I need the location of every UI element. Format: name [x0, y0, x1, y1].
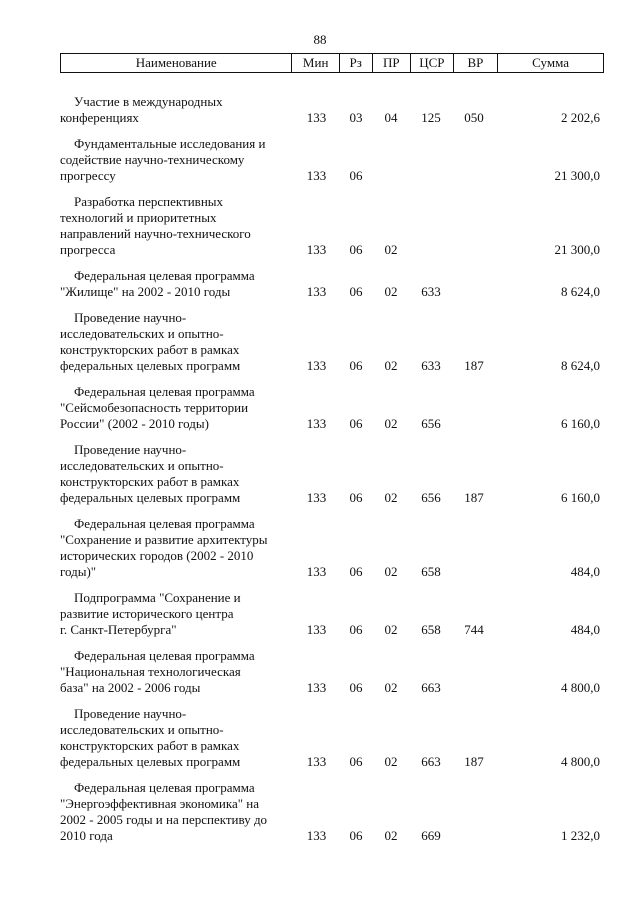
- row-vr: 050: [464, 110, 484, 125]
- row-name-line: федеральных целевых программ: [60, 358, 241, 373]
- row-name-line: Федеральная целевая программа: [74, 648, 255, 663]
- row-name-line: технологий и приоритетных: [60, 210, 217, 225]
- row-name: [60, 384, 293, 432]
- row-min: 133: [306, 564, 327, 579]
- table-row: [60, 516, 602, 580]
- row-name-line: прогресса: [60, 242, 116, 257]
- table-row: [60, 590, 602, 638]
- row-name: [60, 648, 293, 696]
- row-name: [60, 310, 293, 374]
- row-min: 133: [306, 416, 327, 431]
- table-row: [60, 706, 602, 770]
- row-csr: 125: [421, 110, 441, 125]
- row-name-line: Подпрограмма "Сохранение и: [74, 590, 241, 605]
- row-rz: 06: [349, 358, 363, 373]
- row-name: [60, 94, 293, 126]
- row-rz: 06: [349, 564, 363, 579]
- row-rz: 06: [349, 242, 363, 257]
- row-name-line: Проведение научно-: [74, 706, 187, 721]
- row-name-line: годы)": [60, 564, 97, 579]
- row-min: 133: [306, 754, 327, 769]
- row-rz: 06: [349, 490, 363, 505]
- table-row: [60, 384, 602, 432]
- column-header-pr: ПР: [372, 54, 411, 72]
- row-vr: 187: [464, 490, 484, 505]
- row-min: 133: [306, 358, 327, 373]
- row-name-line: "Национальная технологическая: [60, 664, 241, 679]
- column-header-sum: Сумма: [497, 54, 603, 72]
- row-name: [60, 442, 293, 506]
- column-header-min: Мин: [291, 54, 338, 72]
- row-pr: 02: [384, 242, 398, 257]
- row-csr: 669: [421, 828, 441, 843]
- row-csr: 658: [421, 564, 441, 579]
- row-sum: 2 202,6: [561, 110, 600, 125]
- table-row: [60, 94, 602, 126]
- row-min: 133: [306, 168, 327, 183]
- row-sum: 4 800,0: [561, 680, 600, 695]
- row-sum: 21 300,0: [554, 168, 600, 183]
- row-pr: 04: [384, 110, 398, 125]
- row-name-line: конструкторских работ в рамках: [60, 474, 240, 489]
- row-name: [60, 706, 293, 770]
- row-name-line: Федеральная целевая программа: [74, 516, 255, 531]
- row-name-line: "Сохранение и развитие архитектуры: [60, 532, 268, 547]
- row-name-line: Федеральная целевая программа: [74, 268, 255, 283]
- row-name-line: "Сейсмобезопасность территории: [60, 400, 249, 415]
- row-name: [60, 194, 293, 258]
- row-sum: 8 624,0: [561, 284, 600, 299]
- column-header-rz: Рз: [339, 54, 372, 72]
- row-sum: 484,0: [570, 564, 600, 579]
- row-name: [60, 516, 293, 580]
- row-csr: 663: [421, 754, 441, 769]
- table-body: [60, 94, 602, 854]
- row-min: 133: [306, 828, 327, 843]
- row-name-line: г. Санкт-Петербурга": [60, 622, 177, 637]
- row-rz: 03: [349, 110, 363, 125]
- row-min: 133: [306, 622, 327, 637]
- row-csr: 656: [421, 416, 441, 431]
- row-sum: 484,0: [570, 622, 600, 637]
- row-name-line: содействие научно-техническому: [60, 152, 245, 167]
- row-pr: 02: [384, 416, 398, 431]
- row-name-line: развитие исторического центра: [60, 606, 234, 621]
- row-name-line: исследовательских и опытно-: [60, 326, 224, 341]
- table-row: [60, 442, 602, 506]
- row-csr: 658: [421, 622, 441, 637]
- row-name: [60, 780, 293, 844]
- table-row: [60, 194, 602, 258]
- row-pr: 02: [384, 622, 398, 637]
- row-min: 133: [306, 680, 327, 695]
- table-row: [60, 136, 602, 184]
- row-sum: 6 160,0: [561, 416, 600, 431]
- row-csr: 633: [421, 358, 441, 373]
- row-csr: 656: [421, 490, 441, 505]
- row-min: 133: [306, 110, 327, 125]
- row-rz: 06: [349, 284, 363, 299]
- row-csr: 663: [421, 680, 441, 695]
- row-rz: 06: [349, 416, 363, 431]
- row-min: 133: [306, 242, 327, 257]
- column-header-name: Наименование: [135, 55, 217, 70]
- row-name-line: Федеральная целевая программа: [74, 384, 255, 399]
- row-name-line: Участие в международных: [74, 94, 223, 109]
- row-sum: 21 300,0: [554, 242, 600, 257]
- row-vr: 187: [464, 754, 484, 769]
- row-name-line: Фундаментальные исследования и: [74, 136, 266, 151]
- table-header: [60, 53, 604, 73]
- row-name-line: прогрессу: [60, 168, 116, 183]
- row-csr: 633: [421, 284, 441, 299]
- row-min: 133: [306, 284, 327, 299]
- row-name-line: России" (2002 - 2010 годы): [60, 416, 209, 431]
- row-rz: 06: [349, 754, 363, 769]
- row-rz: 06: [349, 828, 363, 843]
- row-min: 133: [306, 490, 327, 505]
- row-sum: 6 160,0: [561, 490, 600, 505]
- page-number: 88: [313, 32, 327, 47]
- row-name: [60, 590, 293, 638]
- row-name-line: 2010 года: [60, 828, 113, 843]
- row-name-line: Проведение научно-: [74, 442, 187, 457]
- row-name-line: "Энергоэффективная экономика" на: [60, 796, 260, 811]
- row-name: [60, 268, 293, 300]
- row-name-line: "Жилище" на 2002 - 2010 годы: [60, 284, 231, 299]
- row-name-line: Разработка перспективных: [74, 194, 224, 209]
- row-vr: 187: [464, 358, 484, 373]
- row-pr: 02: [384, 358, 398, 373]
- row-name-line: исследовательских и опытно-: [60, 722, 224, 737]
- table-row: [60, 780, 602, 844]
- row-pr: 02: [384, 490, 398, 505]
- row-rz: 06: [349, 680, 363, 695]
- row-pr: 02: [384, 828, 398, 843]
- row-rz: 06: [349, 168, 363, 183]
- row-name-line: 2002 - 2005 годы и на перспективу до: [60, 812, 268, 827]
- row-name-line: база" на 2002 - 2006 годы: [60, 680, 201, 695]
- row-pr: 02: [384, 564, 398, 579]
- row-name-line: исследовательских и опытно-: [60, 458, 224, 473]
- row-name-line: федеральных целевых программ: [60, 490, 241, 505]
- row-vr: 744: [464, 622, 484, 637]
- table-row: [60, 648, 602, 696]
- column-header-vr: ВР: [453, 54, 498, 72]
- column-header-csr: ЦСР: [410, 54, 453, 72]
- row-sum: 1 232,0: [561, 828, 600, 843]
- row-sum: 8 624,0: [561, 358, 600, 373]
- table-row: [60, 268, 602, 300]
- row-pr: 02: [384, 680, 398, 695]
- row-name-line: федеральных целевых программ: [60, 754, 241, 769]
- row-name: [60, 136, 293, 184]
- table-row: [60, 310, 602, 374]
- row-name-line: конференциях: [60, 110, 139, 125]
- row-name-line: исторических городов (2002 - 2010: [60, 548, 254, 563]
- row-name-line: Проведение научно-: [74, 310, 187, 325]
- row-name-line: направлений научно-технического: [60, 226, 251, 241]
- row-pr: 02: [384, 284, 398, 299]
- row-rz: 06: [349, 622, 363, 637]
- row-name-line: конструкторских работ в рамках: [60, 738, 240, 753]
- row-sum: 4 800,0: [561, 754, 600, 769]
- row-pr: 02: [384, 754, 398, 769]
- row-name-line: Федеральная целевая программа: [74, 780, 255, 795]
- row-name-line: конструкторских работ в рамках: [60, 342, 240, 357]
